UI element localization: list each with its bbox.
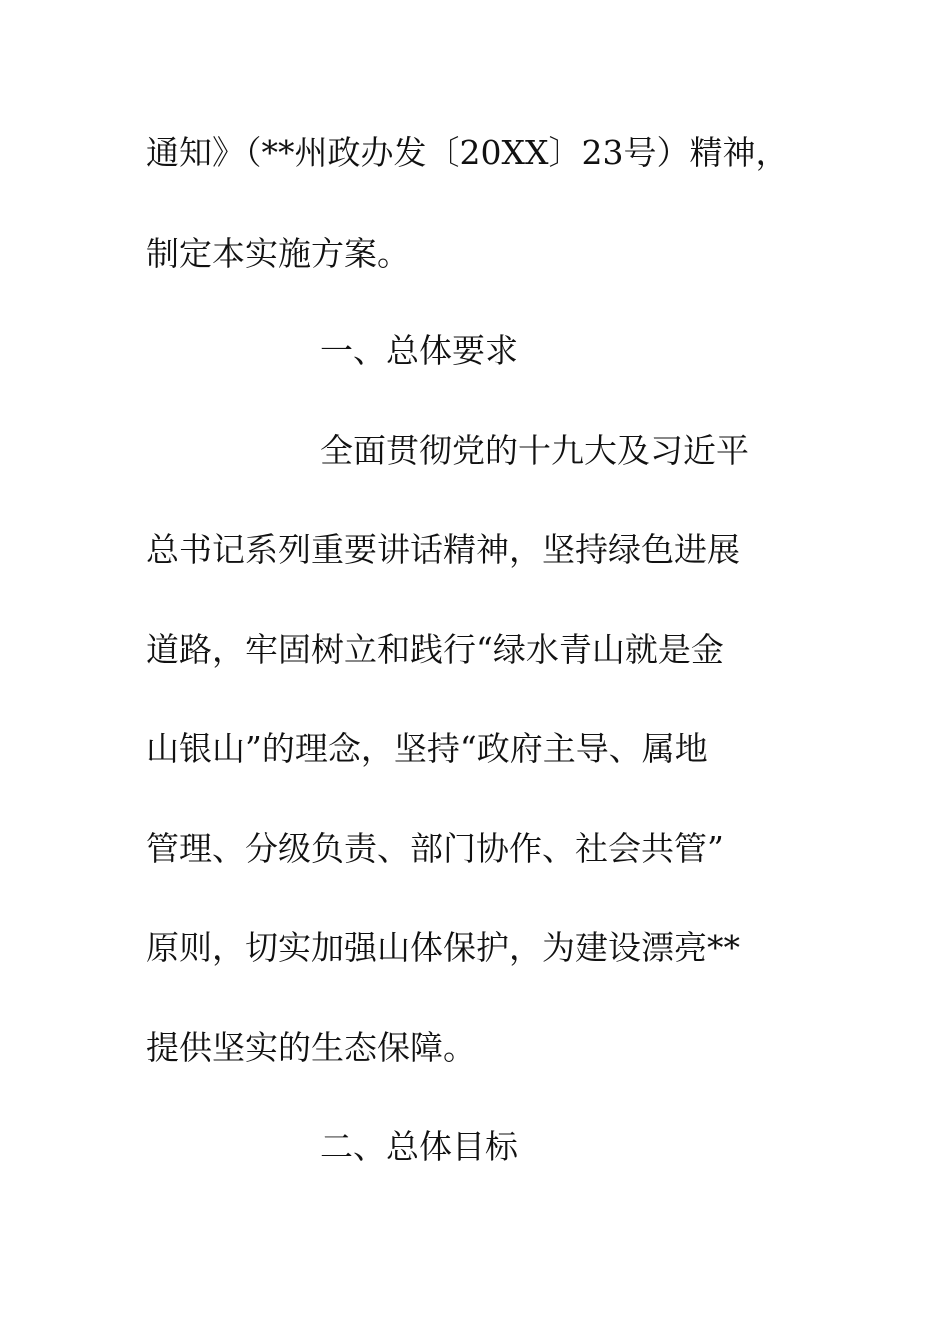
section-heading: 一、总体要求 xyxy=(320,331,518,370)
paragraph-first-line: 全面贯彻党的十九大及习近平 xyxy=(320,431,749,470)
body-text-line: 道路，牢固树立和践行“绿水青山就是金 xyxy=(146,630,724,669)
body-text-line: 管理、分级负责、部门协作、社会共管” xyxy=(146,829,724,868)
body-text-line: 原则，切实加强山体保护，为建设漂亮** xyxy=(146,928,740,967)
body-text-line: 总书记系列重要讲话精神，坚持绿色进展 xyxy=(146,530,740,569)
body-text-line: 通知》（**州政办发〔20XX〕23号）精神， xyxy=(146,133,789,172)
section-heading: 二、总体目标 xyxy=(320,1127,518,1166)
body-text-line: 制定本实施方案。 xyxy=(146,234,410,273)
body-text-line: 提供坚实的生态保障。 xyxy=(146,1028,476,1067)
body-text-line: 山银山”的理念，坚持“政府主导、属地 xyxy=(146,729,708,768)
